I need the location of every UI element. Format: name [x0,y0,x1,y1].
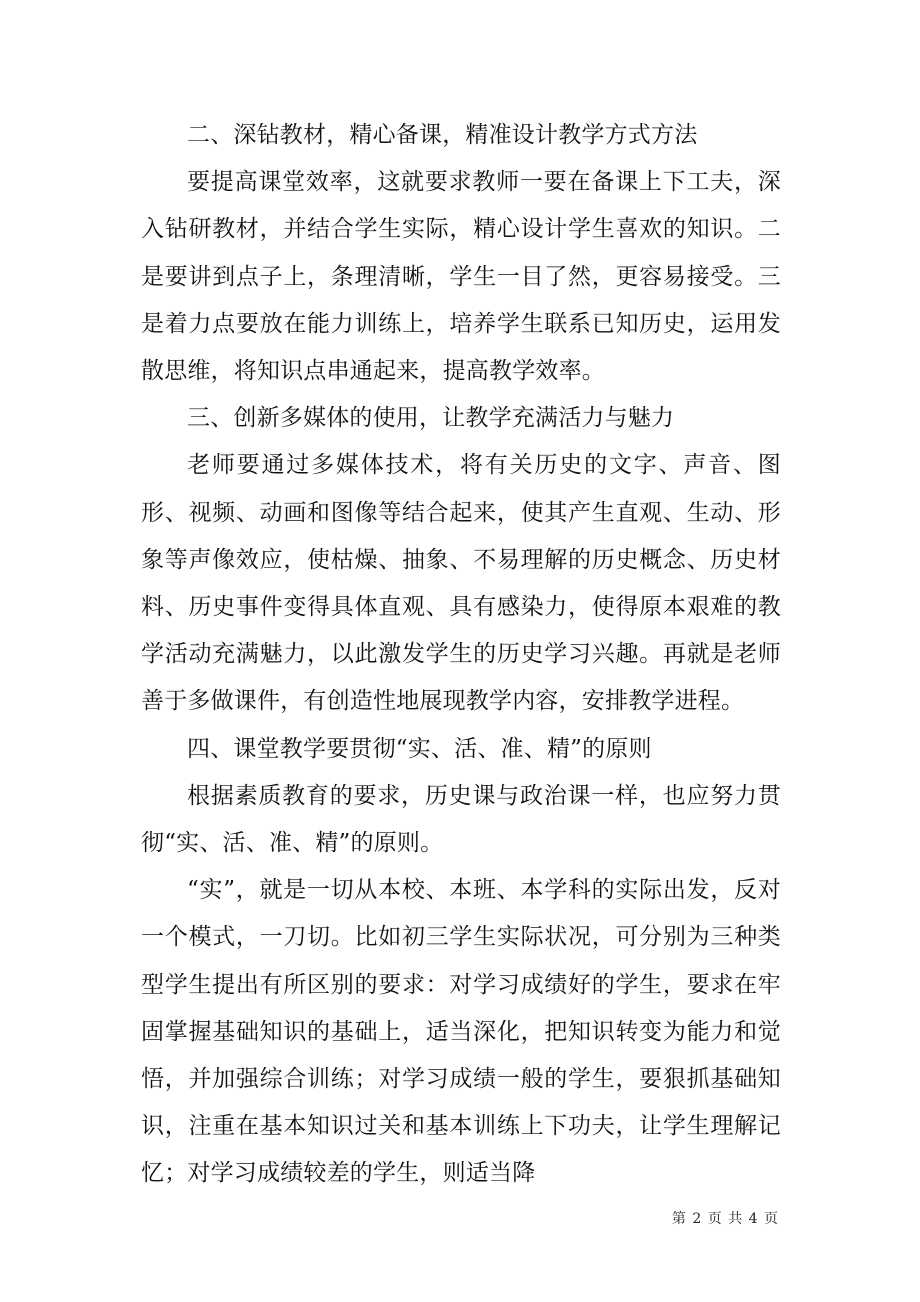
paragraph: 老师要通过多媒体技术，将有关历史的文字、声音、图形、视频、动画和图像等结合起来，使其产生直观、生动、形象等声像效应，使枯燥、抽象、不易理解的历史概念、历史材料、历史事件变得具体直观、具有感染力，使得原本艰难的教学活动充满魅力，以此激发学生的历史学习兴趣。再就是老师善于多做课件，有创造性地展现教学内容，安排教学进程。 [141,452,781,715]
paragraph: 根据素质教育的要求，历史课与政治课一样，也应努力贯彻“实、活、准、精”的原则。 [141,782,781,857]
paragraph: 要提高课堂效率，这就要求教师一要在备课上下工夫，深入钻研教材，并结合学生实际，精心设计学生喜欢的知识。二是要讲到点子上，条理清晰，学生一目了然，更容易接受。三是着力点要放在能力训练上，培养学生联系已知历史，运用发散思维，将知识点串通起来，提高教学效率。 [141,169,781,385]
section-heading-3: 三、创新多媒体的使用，让教学充满活力与魅力 [187,405,675,432]
section-heading-2: 二、深钻教材，精心备课，精准设计教学方式方法 [187,122,698,148]
page-number-footer: 第 2 页 共 4 页 [671,1211,779,1227]
section-heading-4: 四、课堂教学要贯彻“实、活、准、精”的原则 [187,735,652,762]
body-text [141,112,781,1198]
paragraph: “实”，就是一切从本校、本班、本学科的实际出发，反对一个模式，一刀切。比如初三学生实际状况，可分别为三种类型学生提出有所区别的要求：对学习成绩好的学生，要求在牢固掌握基础知识的基础上，适当深化，把知识转变为能力和觉悟，并加强综合训练；对学习成绩一般的学生，要狠抓基础知识，注重在基本知识过关和基本训练上下功夫，让学生理解记忆；对学习成绩较差的学生，则适当降 [141,877,781,1187]
